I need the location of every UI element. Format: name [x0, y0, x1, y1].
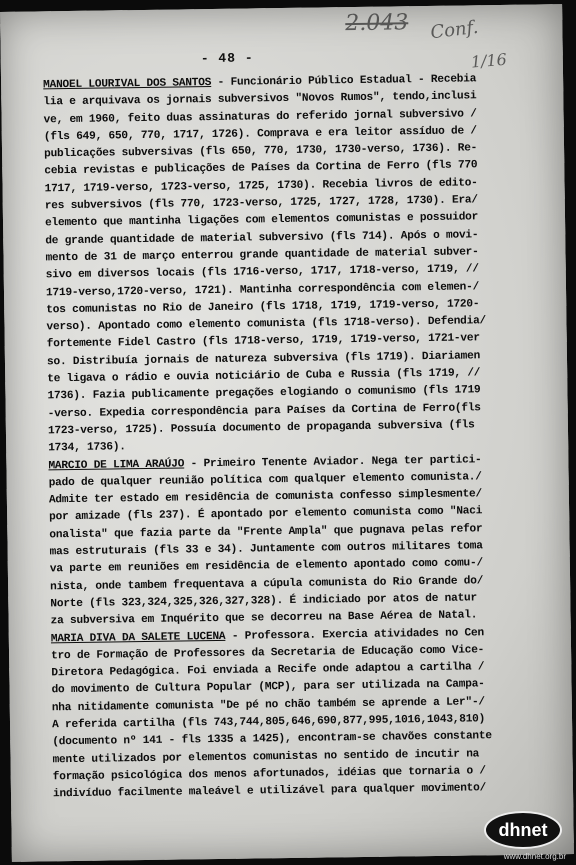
- page-number: - 48 -: [200, 50, 254, 67]
- text-line: 1719-verso,1720-verso, 1721). Mantinha correspondência com elemen-/: [45, 280, 480, 299]
- text-line: tro de Formação de Professores da Secretaria de Educação como Vice-: [51, 644, 485, 663]
- text-line: res subversivos (fls 770, 1723-verso, 1725, 1727, 1728, 1730). Era/: [44, 194, 478, 213]
- text-line: (fls 649, 650, 770, 1717, 1726). Comprava e era leitor assíduo de /: [43, 125, 477, 144]
- text-line: 1734, 1736).: [48, 441, 126, 455]
- text-line: indivíduo facilmente maleável e utilizável para qualquer movimento/: [52, 782, 487, 801]
- text-line: cebia revistas e publicações de Países da Cortina de Ferro (fls 770: [44, 159, 478, 178]
- text-line: 1717, 1719-verso, 1723-verso, 1725, 1730). Recebia livros de edito-: [44, 177, 478, 196]
- handwritten-annotation-right: Conf.: [429, 16, 480, 44]
- text-line: 1723-verso, 1725). Possuía documento de propaganda subversiva (fls: [47, 419, 475, 438]
- paragraph-1: [43, 70, 548, 457]
- text-line: nista, onde tambem frequentava a cúpula comunista do Rio Grande do/: [50, 574, 484, 593]
- text-line: formação psicológica dos menos afortunados, idéias que tornaria o /: [52, 765, 486, 784]
- text-line: MARIA DIVA DA SALETE LUCENA - Professora. Exercia atividades no Cen: [50, 626, 484, 645]
- text-line: mente utilizados por elementos comunistas no sentido de incutir na: [52, 747, 480, 766]
- text-line: Admite ter estado em residência de comunista confesso simplesmente/: [48, 488, 483, 507]
- text-line: (documento nº 141 - fls 1335 a 1425), encontram-se chavões constante: [52, 730, 492, 749]
- text-line: MARCIO DE LIMA ARAÚJO - Primeiro Tenente Aviador. Nega ter partici-: [48, 453, 482, 472]
- text-line: te ligava o rádio e ouvia noticiário de Cuba e Russia (fls 1719, //: [47, 367, 481, 386]
- site-url: www.dhnet.org.br: [503, 852, 566, 861]
- text-line: Norte (fls 323,324,325,326,327,328). É indiciado por atos de natur: [50, 592, 478, 611]
- text-line: por amizade (fls 237). É apontado por elemento comunista como "Naci: [49, 505, 483, 524]
- text-line: va parte em reuniões em residência de elemento apontado como comu-/: [49, 557, 483, 576]
- dhnet-logo: dhnet: [484, 811, 562, 849]
- document-body: [43, 70, 553, 803]
- text-line: 1736). Fazia publicamente pregações elogiando o comunismo (fls 1719: [47, 384, 481, 403]
- paragraph-3: [51, 624, 553, 804]
- person-name: MARCIO DE LIMA ARAÚJO: [48, 457, 185, 472]
- paragraph-2: [48, 451, 550, 631]
- text-line: lia e arquivava os jornais subversivos "Novos Rumos", tendo,inclusi: [43, 90, 477, 109]
- text-line: -verso. Expedia correspondência para Países da Cortina de Ferro(fls: [47, 401, 481, 420]
- text-line: nha nitidamente comunista "De pé no chão também se aprende a Ler"-/: [51, 695, 485, 714]
- text-line: A referida cartilha (fls 743,744,805,646,690,877,995,1016,1043,810): [51, 713, 486, 732]
- handwritten-annotation-mark: 1/16: [470, 49, 508, 72]
- person-name: MANOEL LOURIVAL DOS SANTOS: [43, 77, 212, 92]
- person-name: MARIA DIVA DA SALETE LUCENA: [50, 630, 226, 645]
- text-line: MANOEL LOURIVAL DOS SANTOS - Funcionário Público Estadual - Recebia: [43, 73, 477, 92]
- text-line: sivo em diversos locais (fls 1716-verso, 1717, 1718-verso, 1719, //: [45, 263, 479, 282]
- text-line: mento de 31 de março enterrou grande quantidade de material subver-: [45, 246, 479, 265]
- text-line: tos comunistas no Rio de Janeiro (fls 1718, 1719, 1719-verso, 1720-: [46, 298, 480, 317]
- text-line: Diretora Pedagógica. Foi enviada a Recife onde adaptou a cartilha /: [51, 661, 485, 680]
- text-line: za subversiva em Inquérito que se decorreu na Base Aérea de Natal.: [50, 609, 478, 628]
- text-line: so. Distribuía jornais de natureza subversiva (fls 1719). Diariamen: [46, 350, 481, 369]
- text-line: fortemente Fidel Castro (fls 1718-verso, 1719, 1719-verso, 1721-ver: [46, 332, 480, 351]
- text-line: verso). Apontado como elemento comunista (fls 1718-verso). Defendia/: [46, 315, 487, 334]
- text-line: onalista" que fazia parte da "Frente Ampla" que pugnava pelas refor: [49, 523, 483, 542]
- handwritten-annotation-left: 2.043: [345, 10, 409, 37]
- text-line: publicações subversivas (fls 650, 770, 1730, 1730-verso, 1736). Re-: [44, 142, 478, 161]
- text-line: de grande quantidade de material subversivo (fls 714). Após o movi-: [45, 228, 479, 248]
- text-line: pado de qualquer reunião política com qualquer elemento comunista./: [48, 471, 482, 490]
- document-page: [0, 4, 574, 862]
- text-line: ve, em 1960, feito duas assinaturas do referido jornal subversivo /: [43, 107, 477, 126]
- text-line: mas estruturais (fls 33 e 34). Juntamente com outros militares toma: [49, 540, 483, 559]
- text-line: do movimento de Cultura Popular (MCP), para ser utilizada na Campa-: [51, 678, 485, 697]
- text-line: elemento que mantinha ligações com elementos comunistas e possuidor: [44, 211, 479, 230]
